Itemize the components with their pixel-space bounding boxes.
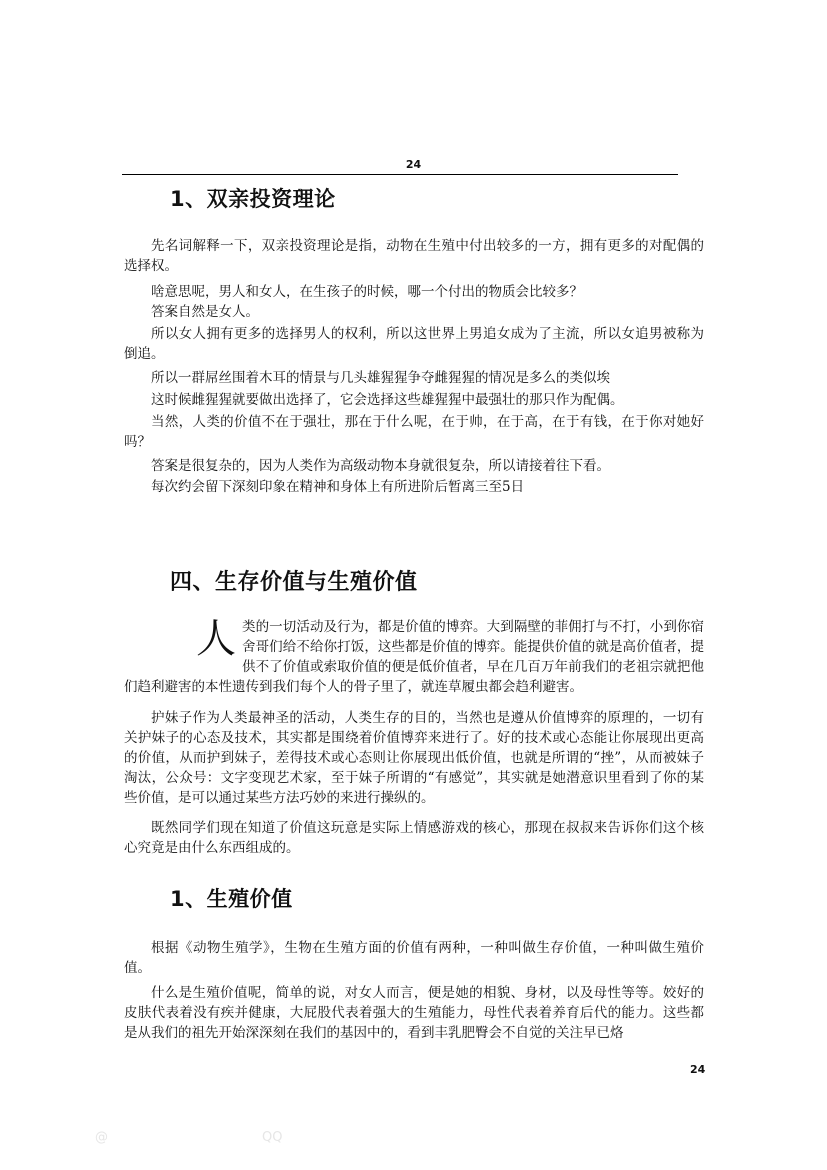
dropcap-paragraph-text: 类的一切活动及行为，都是价值的博弈。大到隔壁的菲佣打与不打，小到你宿舍哥们给不给你打饭，这些都是价值的博弈。能提供价值的就是高价值者，提供不了价值或索取价值的便是低价值者，早在几百万年前我们的老祖宗就把他们趋利避害的本性遗传到我们每个人的骨子里了，就连草履虫都会趋利避害。 <box>124 619 704 695</box>
dropcap-letter: 人 <box>196 616 236 662</box>
paragraph: 所以一群屌丝围着木耳的情景与几头雄猩猩争夺雌猩猩的情况是多么的类似埃 <box>151 370 610 386</box>
header-rule <box>122 174 678 175</box>
dropcap-paragraph <box>124 617 704 697</box>
watermark-at: @ <box>95 1130 108 1145</box>
paragraph: 先名词解释一下，双亲投资理论是指，动物在生殖中付出较多的一方，拥有更多的对配偶的选择权。 <box>124 238 704 274</box>
paragraph: 答案自然是女人。 <box>151 304 259 320</box>
paragraph: 根据《动物生殖学》，生物在生殖方面的价值有两种，一种叫做生存价值，一种叫做生殖价值。 <box>124 940 704 976</box>
section-heading-reproductive-value: 1、生殖价值 <box>170 887 293 911</box>
paragraph: 这时候雌猩猩就要做出选择了，它会选择这些雄猩猩中最强壮的那只作为配偶。 <box>151 392 624 408</box>
section-heading-parental-investment: 1、双亲投资理论 <box>170 187 336 211</box>
watermark-qq: QQ <box>262 1130 283 1145</box>
paragraph: 什么是生殖价值呢，简单的说，对女人而言，便是她的相貌、身材，以及母性等等。姣好的皮肤代表着没有疾并健康，大屁股代表着强大的生殖能力，母性代表着养育后代的能力。这些都是从我们的祖先开始深深刻在我们的基因中的，看到丰乳肥臀会不自觉的关注早已烙 <box>124 985 704 1041</box>
paragraph: 既然同学们现在知道了价值这玩意是实际上情感游戏的核心，那现在叔叔来告诉你们这个核心究竟是由什么东西组成的。 <box>124 820 704 856</box>
footer-page-number: 24 <box>690 1063 706 1076</box>
chapter-heading-survival-reproduction-value: 四、生存价值与生殖价值 <box>170 570 418 595</box>
paragraph: 啥意思呢，男人和女人，在生孩子的时候，哪一个付出的物质会比较多？ <box>151 284 583 300</box>
header-page-number: 24 <box>405 158 422 171</box>
paragraph: 当然，人类的价值不在于强壮，那在于什么呢，在于帅，在于高，在于有钱，在于你对她好吗？ <box>124 414 704 450</box>
paragraph: 所以女人拥有更多的选择男人的权利，所以这世界上男追女成为了主流，所以女追男被称为倒追。 <box>124 326 704 362</box>
paragraph: 每次约会留下深刻印象在精神和身体上有所进阶后暂离三至5日 <box>151 479 525 495</box>
paragraph: 护妹子作为人类最神圣的活动，人类生存的目的，当然也是遵从价值博弈的原理的，一切有关护妹子的心态及技术，其实都是围绕着价值博弈来进行了。好的技术或心态能让你展现出更高的价值，从而护到妹子，差得技术或心态则让你展现出低价值，也就是所谓的“挫”，从而被妹子淘汰，公众号：文字变现艺术家，至于妹子所谓的“有感觉”，其实就是她潜意识里看到了你的某些价值，是可以通过某些方法巧妙的来进行操纵的。 <box>124 710 704 806</box>
paragraph: 答案是很复杂的，因为人类作为高级动物本身就很复杂，所以请接着往下看。 <box>151 458 610 474</box>
